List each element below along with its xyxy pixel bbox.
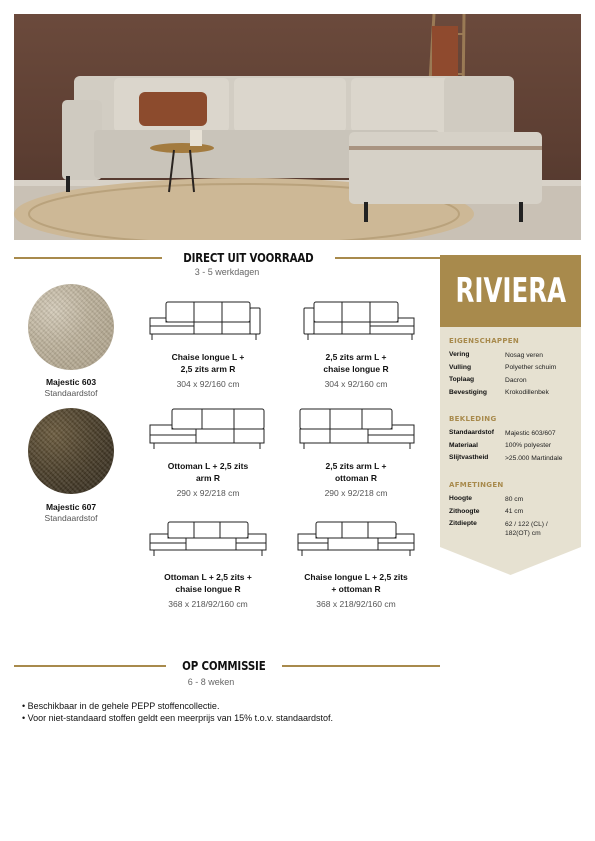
spec-row (449, 427, 577, 440)
swatch-type: Standaardstof (44, 513, 98, 523)
sofa-chaise-left-icon (146, 296, 270, 344)
sofa-u-ottoman-right-icon (294, 518, 418, 558)
gold-rule (335, 257, 440, 259)
config-card (138, 296, 278, 389)
spec-key: Materiaal (449, 441, 478, 449)
spec-panel (440, 255, 581, 575)
spec-row (449, 493, 577, 506)
afmetingen-group (449, 481, 577, 538)
spec-key: Zithoogte (449, 507, 480, 515)
spec-row (449, 349, 577, 362)
spec-row (449, 387, 577, 400)
config-dimensions: 304 x 92/160 cm (324, 379, 388, 389)
config-name: Ottoman L + 2,5 zits arm R (167, 461, 249, 483)
sofa-photo-illustration (14, 14, 581, 240)
spec-value: Nosag veren (505, 351, 543, 359)
hero-photo (14, 14, 581, 240)
spec-key: Vulling (449, 363, 472, 371)
section-direct-uit-voorraad (14, 250, 440, 265)
swatch-type: Standaardstof (44, 388, 98, 398)
gold-rule (14, 665, 166, 667)
note-item: • Voor niet-standaard stoffen geldt een meerprijs van 15% t.o.v. standaardstof. (22, 713, 334, 723)
brand-name: RIVIERA (455, 271, 566, 311)
config-card (286, 518, 426, 609)
spec-row (449, 452, 577, 465)
sofa-ottoman-right-icon (294, 405, 418, 453)
section-op-commissie (14, 658, 440, 673)
spec-value: Dacron (505, 376, 527, 384)
spec-value: Majestic 603/607 (505, 429, 556, 437)
spec-value: Polyether schuim (505, 364, 557, 371)
config-dimensions: 290 x 92/218 cm (176, 488, 240, 498)
spec-row (449, 374, 577, 387)
delivery-time: 3 - 5 werkdagen (194, 267, 260, 277)
spec-key: Standaardstof (449, 429, 494, 436)
spec-value: Krokodillenbek (505, 389, 549, 396)
spec-value: 80 cm (505, 495, 524, 503)
config-card (286, 405, 426, 498)
group-title: EIGENSCHAPPEN (449, 337, 520, 345)
spec-value: 41 cm (505, 508, 524, 515)
config-name: 2,5 zits arm L + chaise longue R (323, 352, 389, 374)
bekleding-group (449, 415, 577, 465)
sofa-u-ottoman-left-icon (146, 518, 270, 558)
config-name: Ottoman L + 2,5 zits + chaise longue R (164, 572, 252, 594)
section-title: OP COMMISSIE (182, 658, 266, 673)
brand-banner (440, 255, 581, 327)
fabric-swatch-majestic-607 (28, 408, 114, 494)
spec-row (449, 440, 577, 453)
config-card (138, 518, 278, 609)
spec-key: Zitdiepte (449, 520, 477, 527)
config-name: Chaise longue L + 2,5 zits + ottoman R (304, 572, 408, 594)
spec-key: Toplaag (449, 376, 475, 383)
config-card (138, 405, 278, 498)
spec-key: Slijtvastheid (449, 454, 489, 461)
group-title: AFMETINGEN (449, 481, 504, 489)
spec-key: Bevestiging (449, 388, 487, 396)
spec-key: Vering (449, 351, 470, 358)
config-dimensions: 290 x 92/218 cm (324, 488, 388, 498)
spec-row (449, 362, 577, 375)
eigenschappen-group (449, 337, 577, 399)
swatch-name: Majestic 603 (45, 377, 97, 387)
sofa-ottoman-left-icon (146, 405, 270, 453)
config-dimensions: 304 x 92/160 cm (176, 379, 240, 389)
sofa-chaise-right-icon (294, 296, 418, 344)
config-dimensions: 368 x 218/92/160 cm (316, 599, 396, 609)
fabric-swatch-majestic-603 (28, 284, 114, 370)
spec-value: >25.000 Martindale (505, 454, 563, 462)
gold-rule (282, 665, 440, 667)
spec-key: Hoogte (449, 495, 473, 502)
group-title: BEKLEDING (449, 415, 497, 423)
section-title: DIRECT UIT VOORRAAD (183, 250, 314, 265)
gold-rule (14, 257, 162, 259)
spec-row (449, 518, 577, 538)
spec-value: 62 / 122 (CL) / 182(OT) cm (505, 520, 548, 537)
note-item: • Beschikbaar in de gehele PEPP stoffencollectie. (22, 701, 220, 711)
notes-list (22, 700, 333, 724)
config-card (286, 296, 426, 389)
delivery-time: 6 - 8 weken (187, 677, 235, 687)
config-dimensions: 368 x 218/92/160 cm (168, 599, 248, 609)
swatch-name: Majestic 607 (45, 502, 97, 512)
spec-row (449, 506, 577, 519)
config-name: Chaise longue L + 2,5 zits arm R (171, 352, 245, 374)
config-name: 2,5 zits arm L + ottoman R (325, 461, 387, 483)
spec-value: 100% polyester (505, 442, 552, 449)
